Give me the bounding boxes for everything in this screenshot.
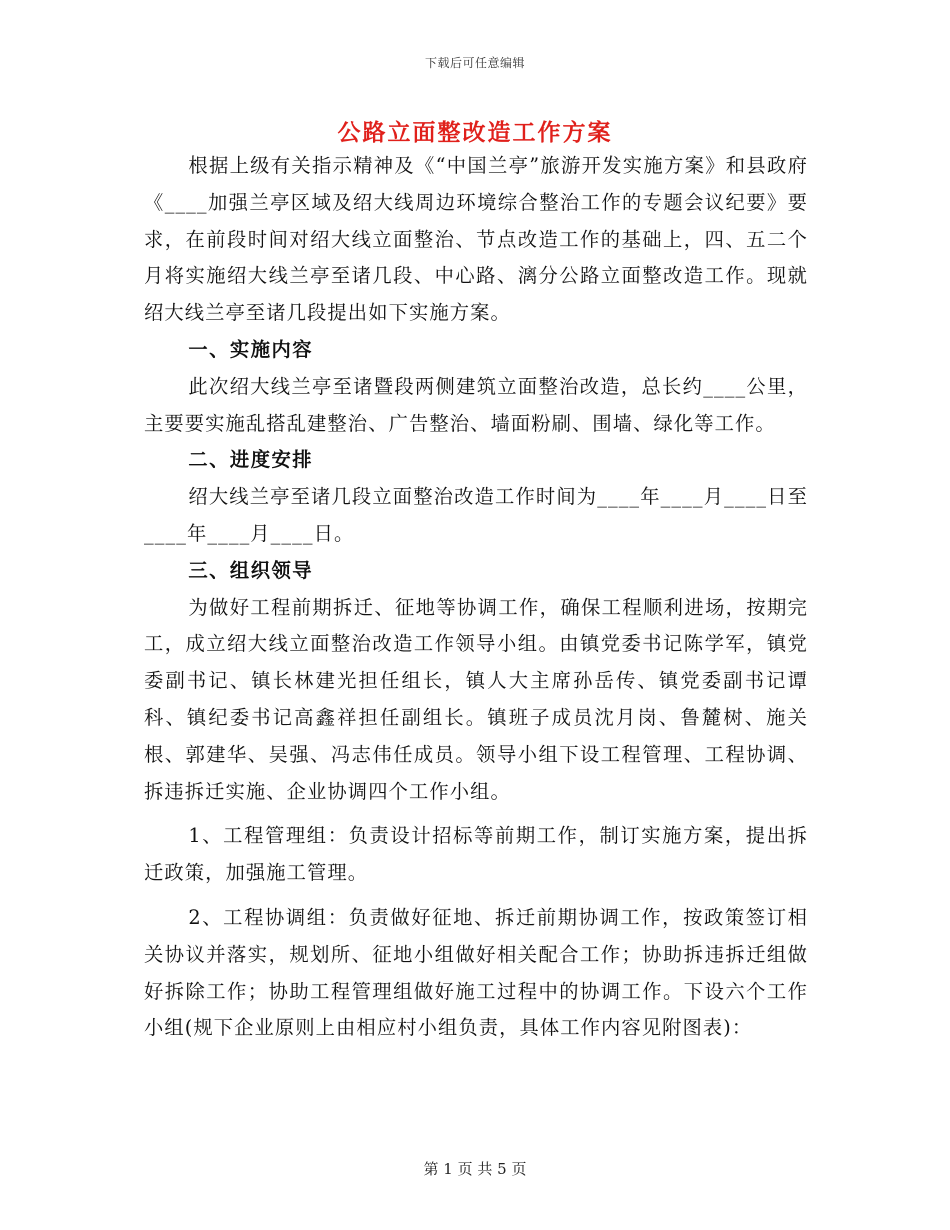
paragraph-item-1: 1、工程管理组：负责设计招标等前期工作，制订实施方案，提出拆迁政策，加强施工管理。: [144, 824, 808, 885]
section-heading-content: 一、实施内容: [188, 337, 314, 361]
document-title: 公路立面整改造工作方案: [337, 119, 613, 146]
header-note: 下载后可任意编辑: [424, 56, 525, 70]
document-body: [144, 148, 808, 1047]
paragraph-content: 此次绍大线兰亭至诸暨段两侧建筑立面整治改造，总长约____公里，主要要实施乱搭乱建整治、广告整治、墙面粉刷、围墙、绿化等工作。: [144, 374, 808, 435]
paragraph-intro: 根据上级有关指示精神及《“中国兰亭”旅游开发实施方案》和县政府《____加强兰亭区域及绍大线周边环境综合整治工作的专题会议纪要》要求，在前段时间对绍大线立面整治、节点改造工作的基础上，四、五二个月将实施绍大线兰亭至诸几段、中心路、漓分公路立面整改造工作。现就绍大线兰亭至诸几段提出如下实施方案。: [144, 154, 808, 325]
page-number: 第 1 页 共 5 页: [423, 1160, 527, 1178]
paragraph-item-2: 2、工程协调组：负责做好征地、拆迁前期协调工作，按政策签订相关协议并落实，规划所、征地小组做好相关配合工作；协助拆违拆迁组做好拆除工作；协助工程管理组做好施工过程中的协调工作。下设六个工作小组(规下企业原则上由相应村小组负责，具体工作内容见附图表)：: [144, 905, 808, 1040]
paragraph-schedule: 绍大线兰亭至诸几段立面整治改造工作时间为____年____月____日至____年____月____日。: [144, 485, 808, 545]
section-heading-organization: 三、组织领导: [188, 558, 314, 582]
paragraph-organization: 为做好工程前期拆迁、征地等协调工作，确保工程顺利进场，按期完工，成立绍大线立面整治改造工作领导小组。由镇党委书记陈学军，镇党委副书记、镇长林建光担任组长，镇人大主席孙岳传、镇党委副书记谭科、镇纪委书记高鑫祥担任副组长。镇班子成员沈月岗、鲁麓树、施关根、郭建华、吴强、冯志伟任成员。领导小组下设工程管理、工程协调、拆违拆迁实施、企业协调四个工作小组。: [144, 595, 808, 803]
section-heading-schedule: 二、进度安排: [188, 448, 314, 472]
